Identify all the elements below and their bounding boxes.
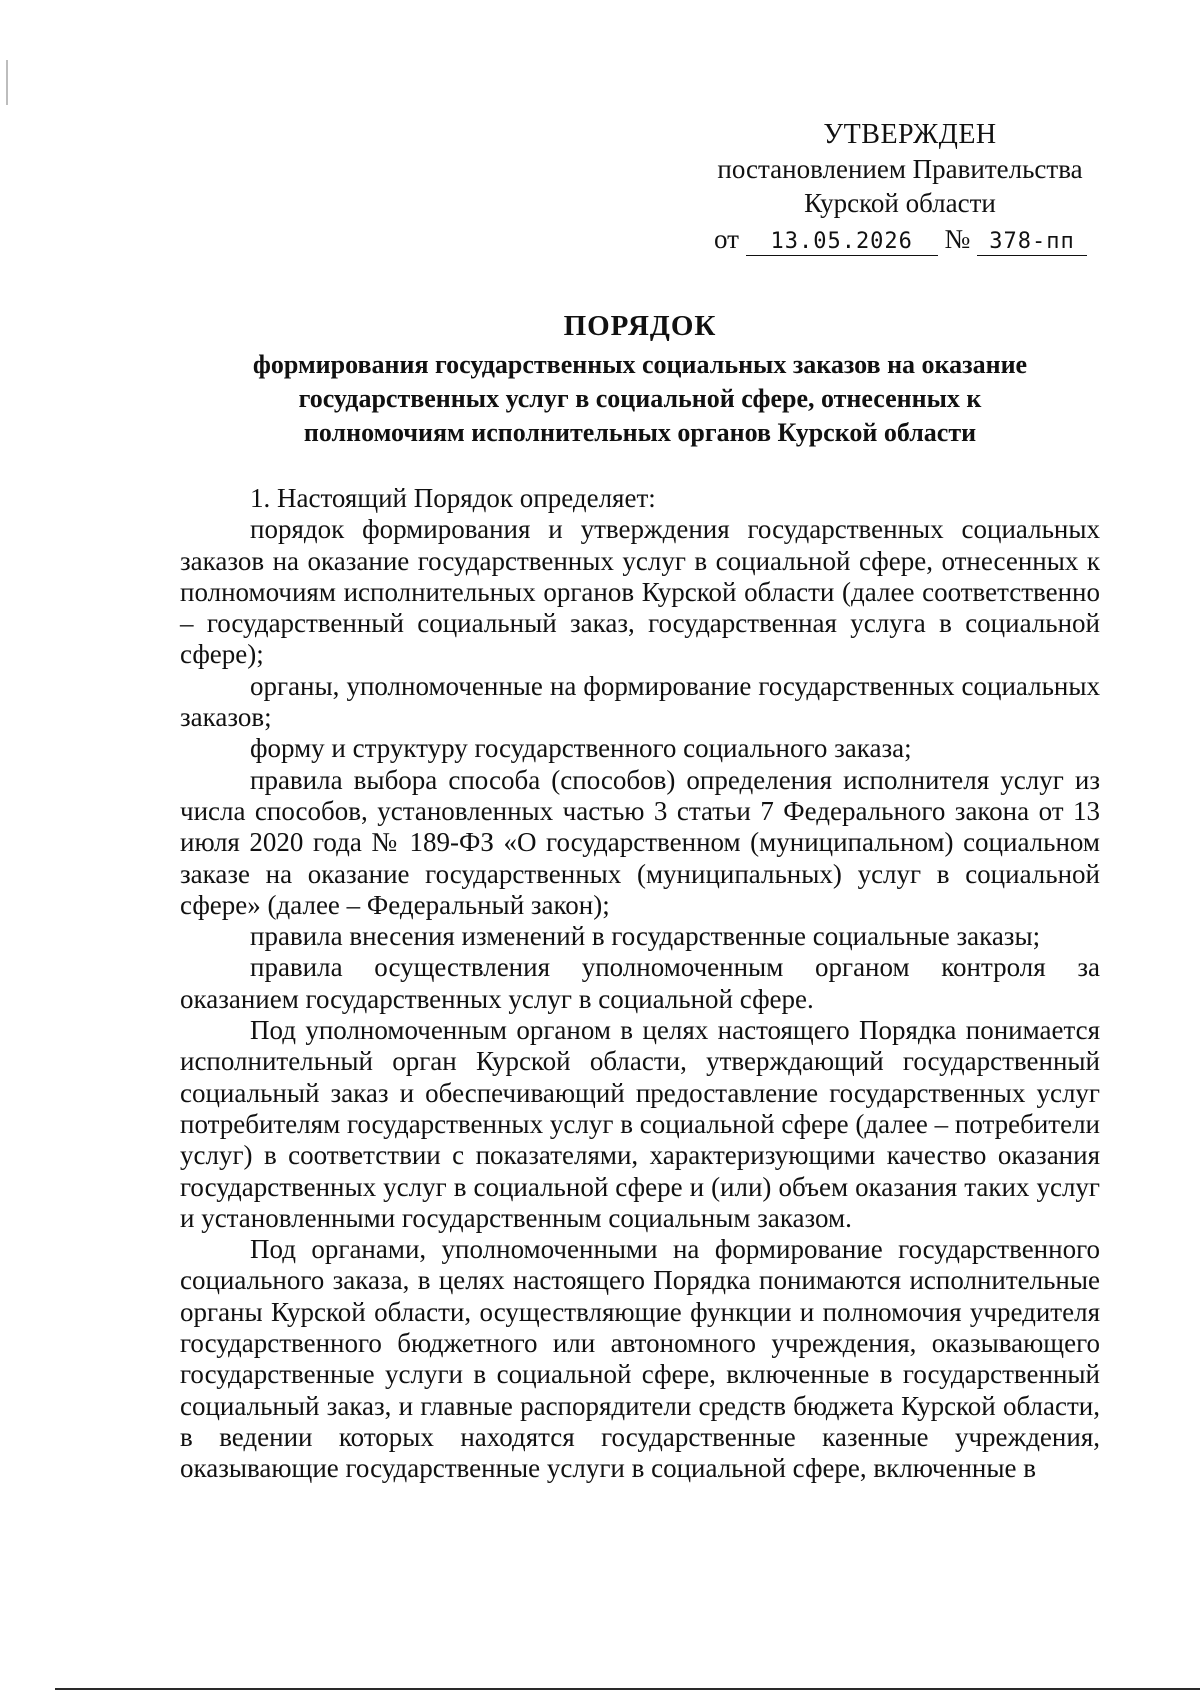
paragraph-authorized-body-definition: Под уполномоченным органом в целях настоящего Порядка понимается исполнительный орган Курской области, утверждающий государственный социальный заказ и обеспечивающий предоставление государственных услуг потребителям государственных услуг в социальной сфере (далее – потребители услуг) в соответствии с показателями, характеризующими качество оказания государственных услуг в социальной сфере и (или) объем оказания таких услуг и установленными государственным социальным заказом. bbox=[180, 1015, 1100, 1233]
resolution-number-field: 378-пп bbox=[977, 229, 1087, 256]
document-title: ПОРЯДОК bbox=[563, 310, 717, 342]
document-subtitle-line-1: формирования государственных социальных заказов на оказание bbox=[252, 350, 1028, 379]
approval-title: УТВЕРЖДЕН bbox=[823, 119, 997, 150]
resolution-date-field: 13.05.2026 bbox=[746, 229, 938, 256]
approval-stamp-block bbox=[700, 118, 1100, 256]
paragraph-amendment-rules: правила внесения изменений в государственные социальные заказы; bbox=[250, 921, 1041, 952]
paragraph-form-structure: форму и структуру государственного социального заказа; bbox=[250, 733, 912, 764]
document-body bbox=[180, 483, 1100, 1485]
paragraph-selection-rules: правила выбора способа (способов) определения исполнителя услуг из числа способов, установленных частью 3 статьи 7 Федерального закона от 13 июля 2020 года № 189-ФЗ «О государственном (муниципальном) социальном заказе на оказание государственных (муниципальных) услуг в социальной сфере» (далее – Федеральный закон); bbox=[180, 764, 1100, 920]
approval-line-region: Курской области bbox=[804, 188, 996, 218]
paragraph-forming-bodies-definition: Под органами, уполномоченными на формирование государственного социального заказа, в целях настоящего Порядка понимаются исполнительные органы Курской области, осуществляющие функции и полномочия учредителя государственного бюджетного или автономного учреждения, оказывающего государственные услуги в социальной сфере, включенные в государственный социальный заказ, и главные распорядители средств бюджета Курской области, в ведении которых находятся государственные казенные учреждения, оказывающие государственные услуги в социальной сфере, включенные в bbox=[180, 1234, 1100, 1484]
paragraph-authorized-bodies: органы, уполномоченные на формирование государственных социальных заказов; bbox=[180, 670, 1100, 733]
paragraph-formation-procedure: порядок формирования и утверждения государственных социальных заказов на оказание государственных услуг в социальной сфере, отнесенных к полномочиям исполнительных органов Курской области (далее соответственно – государственный социальный заказ, государственная услуга в социальной сфере); bbox=[180, 514, 1100, 670]
paragraph-control-rules: правила осуществления уполномоченным органом контроля за оказанием государственных услуг в социальной сфере. bbox=[180, 952, 1100, 1014]
approval-line-resolution: постановлением Правительства bbox=[717, 154, 1083, 184]
approval-reference bbox=[700, 222, 1100, 256]
scan-left-edge-mark bbox=[6, 60, 8, 105]
paragraph-intro: 1. Настоящий Порядок определяет: bbox=[250, 483, 656, 513]
page-bottom-edge bbox=[55, 1688, 1200, 1690]
document-heading bbox=[180, 308, 1100, 450]
document-subtitle-line-3: полномочиям исполнительных органов Курской области bbox=[303, 418, 977, 447]
number-sign: № bbox=[944, 224, 971, 254]
document-subtitle-line-2: государственных услуг в социальной сфере, отнесенных к bbox=[298, 384, 982, 413]
date-prefix: от bbox=[714, 224, 739, 254]
